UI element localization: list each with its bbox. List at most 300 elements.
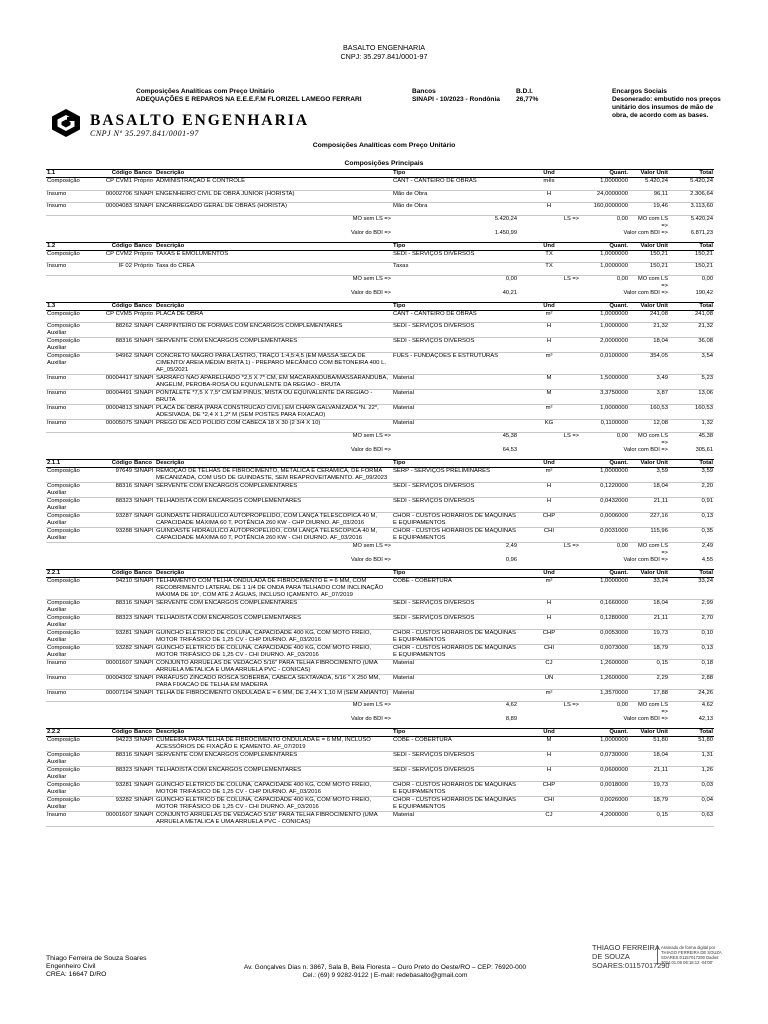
- row-type: Material: [392, 674, 518, 689]
- row-total: 2,99: [669, 599, 714, 614]
- header-encargos-block: [612, 88, 724, 120]
- row-bank: SINAPI: [133, 390, 155, 405]
- spacer: [518, 716, 580, 726]
- row-total: 13,06: [669, 390, 714, 405]
- row-kind: Insumo: [46, 659, 96, 674]
- encargos-label: Encargos Sociais: [612, 88, 667, 95]
- row-kind: Composição Auxiliar: [46, 338, 96, 353]
- row-type: SEDI - SERVIÇOS DIVERSOS: [392, 614, 518, 629]
- footer-engineer: [46, 955, 147, 979]
- row-description: TELHADISTA COM ENCARGOS COMPLEMENTARES: [155, 767, 392, 782]
- mo-com-ls-label: MO com LS =>: [637, 542, 668, 556]
- row-unit-price: 3,49: [629, 375, 669, 390]
- row-bank: SINAPI: [133, 353, 155, 375]
- row-unit-price: 0,15: [629, 659, 669, 674]
- valor-bdi-value: 0,96: [505, 556, 517, 563]
- mo-com-ls-value: 45,38: [698, 432, 713, 439]
- spacer: [518, 447, 580, 457]
- row-unit: H: [518, 338, 580, 353]
- table-row: [46, 614, 714, 629]
- table-row: [46, 644, 714, 659]
- row-quantity: 1,0000000: [580, 737, 629, 752]
- valor-bdi-value: 40,21: [502, 289, 517, 296]
- spacer: [133, 275, 155, 290]
- table-row: [46, 405, 714, 420]
- company-logo: [50, 108, 370, 138]
- row-description: SERVENTE COM ENCARGOS COMPLEMENTARES: [155, 599, 392, 614]
- spacer: [133, 290, 155, 300]
- row-type: SEDI - SERVIÇOS DIVERSOS: [392, 767, 518, 782]
- row-kind: Composição: [46, 577, 96, 599]
- table-row: [46, 512, 714, 527]
- table-row: [46, 467, 714, 482]
- row-unit: CJ: [518, 812, 580, 827]
- row-total: 2.306,64: [669, 190, 714, 203]
- row-description: GUINCHO ELÉTRICO DE COLUNA, CAPACIDADE 400 KG, COM MOTO FREIO, MOTOR TRIFÁSICO DE 1,25 CV - CHP DIURNO. AF_03/2016: [155, 629, 392, 644]
- mo-com-ls-label: MO com LS =>: [637, 275, 668, 289]
- row-total: 36,08: [669, 338, 714, 353]
- item-number: 1.1: [46, 170, 96, 178]
- spacer: [133, 702, 155, 717]
- row-kind: Composição Auxiliar: [46, 497, 96, 512]
- row-kind: Composição Auxiliar: [46, 629, 96, 644]
- ls-label: LS =>: [563, 542, 579, 549]
- row-bank: SINAPI: [133, 614, 155, 629]
- valor-bdi-value: 64,53: [502, 446, 517, 453]
- row-type: SEDI - SERVIÇOS DIVERSOS: [392, 338, 518, 353]
- row-unit-price: 0,15: [629, 812, 669, 827]
- row-unit: CJ: [518, 659, 580, 674]
- row-unit-price: 19,46: [629, 203, 669, 216]
- table-row: [46, 250, 714, 263]
- row-kind: Composição: [46, 250, 96, 263]
- row-code: 93281: [96, 782, 133, 797]
- row-unit: H: [518, 323, 580, 338]
- row-code: 93288: [96, 527, 133, 542]
- row-bank: SINAPI: [133, 644, 155, 659]
- row-type: Material: [392, 375, 518, 390]
- row-unit-price: 18,79: [629, 644, 669, 659]
- row-unit: CHP: [518, 512, 580, 527]
- col-codigo: Código: [96, 302, 133, 310]
- spacer: [96, 275, 133, 290]
- row-kind: Composição Auxiliar: [46, 752, 96, 767]
- col-banco: Banco: [133, 242, 155, 250]
- col-valor-unit: Valor Unit: [629, 729, 669, 737]
- composition-table: [46, 728, 714, 827]
- row-quantity: 0,0053000: [580, 629, 629, 644]
- row-unit-price: 21,11: [629, 497, 669, 512]
- col-valor-unit: Valor Unit: [629, 459, 669, 467]
- row-unit: CHP: [518, 782, 580, 797]
- row-unit-price: 21,11: [629, 614, 669, 629]
- col-und: Und: [518, 459, 580, 467]
- table-header-row: [46, 729, 714, 737]
- valor-com-bdi-value: 4,55: [701, 556, 713, 563]
- table-row: [46, 689, 714, 702]
- document-title: Composições Analíticas com Preço Unitário: [312, 142, 456, 149]
- row-type: SEDI - SERVIÇOS DIVERSOS: [392, 599, 518, 614]
- row-type: Mão de Obra: [392, 203, 518, 216]
- labor-summary-row: [46, 215, 714, 230]
- col-quant: Quant.: [580, 459, 629, 467]
- mo-com-ls-value: 2,49: [701, 542, 713, 549]
- table-row: [46, 527, 714, 542]
- valor-bdi-label: Valor do BDI =>: [350, 446, 391, 453]
- row-description: REMOÇÃO DE TELHAS DE FIBROCIMENTO, METÁLICA E CERÂMICA, DE FORMA MECANIZADA, COM USO DE GUINDASTE, SEM REAPROVEITAMENTO. AF_09/2023: [155, 467, 392, 482]
- table-row: [46, 782, 714, 797]
- row-quantity: 1,0000000: [580, 263, 629, 276]
- col-descricao: Descrição: [155, 302, 392, 310]
- row-unit-price: 18,04: [629, 752, 669, 767]
- col-total: Total: [669, 170, 714, 178]
- row-bank: SINAPI: [133, 674, 155, 689]
- col-quant: Quant.: [580, 242, 629, 250]
- spacer: [518, 230, 580, 240]
- row-total: 160,53: [669, 405, 714, 420]
- row-description: PLACA DE OBRA (PARA CONSTRUCAO CIVIL) EM CHAPA GALVANIZADA *N. 22*, ADESIVADA, DE *2,4 X 1,2* M (SEM POSTES PARA FIXACAO): [155, 405, 392, 420]
- row-total: 0,10: [669, 629, 714, 644]
- spacer: [46, 290, 96, 300]
- mo-sem-ls-value: 4,62: [505, 702, 517, 708]
- mo-sem-ls-value: 5.420,24: [494, 215, 517, 222]
- row-quantity: 0,1220000: [580, 482, 629, 497]
- row-kind: Insumo: [46, 674, 96, 689]
- row-unit: CHI: [518, 644, 580, 659]
- row-unit: M: [518, 390, 580, 405]
- spacer: [133, 557, 155, 567]
- row-code: 00001607: [96, 659, 133, 674]
- row-bank: SINAPI: [133, 689, 155, 702]
- spacer: [46, 275, 96, 290]
- row-bank: SINAPI: [133, 577, 155, 599]
- row-unit-price: 115,96: [629, 527, 669, 542]
- engineer-role: Engenheiro Civil: [46, 963, 96, 970]
- table-row: [46, 338, 714, 353]
- spacer: [96, 716, 133, 726]
- row-type: SEDI - SERVIÇOS DIVERSOS: [392, 250, 518, 263]
- row-code: 88316: [96, 338, 133, 353]
- row-bank: SINAPI: [133, 659, 155, 674]
- row-total: 0,18: [669, 659, 714, 674]
- row-type: SERP - SERVIÇOS PRELIMINARES: [392, 467, 518, 482]
- row-description: SARRAFO NAO APARELHADO *2,5 X 7* CM, EM MACARANDUBA/MASSARANDUBA, ANGELIM, PEROBA-ROSA OU EQUIVALENTE DA REGIAO - BRUTA: [155, 375, 392, 390]
- spacer: [46, 557, 96, 567]
- row-description: GUINCHO ELÉTRICO DE COLUNA, CAPACIDADE 400 KG, COM MOTO FREIO, MOTOR TRIFÁSICO DE 1,25 CV - CHI DIURNO. AF_03/2016: [155, 644, 392, 659]
- row-quantity: 0,0031000: [580, 527, 629, 542]
- composition-table: [46, 302, 714, 457]
- table-row: [46, 629, 714, 644]
- table-row: [46, 353, 714, 375]
- header-bdi-block: [516, 88, 606, 104]
- row-type: Material: [392, 689, 518, 702]
- row-description: CONJUNTO ARRUELAS DE VEDACAO 5/16" PARA TELHA FIBROCIMENTO (UMA ARRUELA METALICA E UMA ARRUELA PVC - CONICAS): [155, 812, 392, 827]
- row-bank: SINAPI: [133, 497, 155, 512]
- row-type: SEDI - SERVIÇOS DIVERSOS: [392, 482, 518, 497]
- valor-com-bdi-label: Valor com BDI =>: [623, 289, 668, 296]
- col-banco: Banco: [133, 170, 155, 178]
- item-number: 2.1.1: [46, 459, 96, 467]
- row-kind: Composição Auxiliar: [46, 644, 96, 659]
- row-description: SERVENTE COM ENCARGOS COMPLEMENTARES: [155, 752, 392, 767]
- composition-table: [46, 459, 714, 567]
- mo-com-ls-value: 5.420,24: [690, 215, 713, 222]
- header-project: ADEQUAÇÕES E REPAROS NA E.E.E.F.M FLORIZEL LAMEGO FERRARI: [136, 96, 362, 103]
- row-quantity: 3,3750000: [580, 390, 629, 405]
- footer-address: Av. Gonçalves Dias n. 3867, Sala B, Bela Floresta – Ouro Preto do Oeste/RO – CEP: 76920-000: [243, 964, 527, 971]
- row-unit: H: [518, 497, 580, 512]
- row-quantity: 1,2600000: [580, 674, 629, 689]
- col-quant: Quant.: [580, 302, 629, 310]
- row-unit: UN: [518, 674, 580, 689]
- row-code: 00005075: [96, 420, 133, 433]
- row-quantity: 1,0000000: [580, 310, 629, 323]
- row-unit: m²: [518, 689, 580, 702]
- footer-phone-email: Cel.: (69) 9 9282-9122 | E-mail: redebasalto@gmail.com: [302, 972, 468, 979]
- col-banco: Banco: [133, 302, 155, 310]
- table-row: [46, 203, 714, 216]
- bdi-summary-row: [46, 230, 714, 240]
- row-quantity: 2,0000000: [580, 338, 629, 353]
- row-quantity: 0,1100000: [580, 420, 629, 433]
- labor-summary-row: [46, 275, 714, 290]
- col-valor-unit: Valor Unit: [629, 242, 669, 250]
- row-kind: Composição Auxiliar: [46, 512, 96, 527]
- row-unit-price: 2,29: [629, 674, 669, 689]
- bdi-summary-row: [46, 716, 714, 726]
- col-codigo: Código: [96, 170, 133, 178]
- row-type: SEDI - SERVIÇOS DIVERSOS: [392, 752, 518, 767]
- row-unit: H: [518, 482, 580, 497]
- table-header-row: [46, 170, 714, 178]
- logo-name: BASALTO ENGENHARIA: [90, 112, 310, 129]
- row-code: 88316: [96, 752, 133, 767]
- ls-label: LS =>: [563, 432, 579, 439]
- row-code: CP CVM2: [96, 250, 133, 263]
- composition-table: [46, 242, 714, 300]
- item-number: 2.2.1: [46, 569, 96, 577]
- row-unit: TX: [518, 250, 580, 263]
- row-code: 00004813: [96, 405, 133, 420]
- header-banco-block: [412, 88, 512, 104]
- col-tipo: Tipo: [392, 569, 518, 577]
- row-total: 150,21: [669, 250, 714, 263]
- col-banco: Banco: [133, 729, 155, 737]
- row-unit-price: 17,88: [629, 689, 669, 702]
- col-total: Total: [669, 242, 714, 250]
- row-description: TELHADISTA COM ENCARGOS COMPLEMENTARES: [155, 497, 392, 512]
- row-bank: Próprio: [133, 263, 155, 276]
- row-type: Material: [392, 390, 518, 405]
- row-quantity: 0,0432000: [580, 497, 629, 512]
- row-kind: Insumo: [46, 190, 96, 203]
- row-description: SERVENTE COM ENCARGOS COMPLEMENTARES: [155, 338, 392, 353]
- bdi-summary-row: [46, 290, 714, 300]
- table-row: [46, 752, 714, 767]
- digital-signature-info: Assinado de forma digital por THIAGO FERREIRA DE SOUZA SOARES:01157017290 Dados: 2024.01.06 06:18:12 -04'00': [657, 945, 723, 965]
- col-banco: Banco: [133, 459, 155, 467]
- table-row: [46, 812, 714, 827]
- bdi-value: 26,77%: [516, 96, 539, 103]
- row-description: GUINDASTE HIDRÁULICO AUTOPROPELIDO, COM LANÇA TELESCÓPICA 40 M, CAPACIDADE MÁXIMA 60 T, POTÊNCIA 260 KW - CHP DIURNO. AF_03/2016: [155, 512, 392, 527]
- labor-summary-row: [46, 432, 714, 447]
- labor-summary-row: [46, 542, 714, 557]
- table-row: [46, 659, 714, 674]
- table-row: [46, 310, 714, 323]
- col-tipo: Tipo: [392, 302, 518, 310]
- col-und: Und: [518, 729, 580, 737]
- ls-label: LS =>: [563, 275, 579, 282]
- row-code: 88316: [96, 482, 133, 497]
- row-unit-price: 21,11: [629, 767, 669, 782]
- col-codigo: Código: [96, 569, 133, 577]
- row-code: 00004302: [96, 674, 133, 689]
- row-kind: Composição Auxiliar: [46, 614, 96, 629]
- row-total: 1,31: [669, 752, 714, 767]
- mo-sem-ls-label: MO sem LS =>: [352, 432, 391, 439]
- mo-sem-ls-label: MO sem LS =>: [352, 275, 391, 282]
- row-description: TELHA DE FIBROCIMENTO ONDULADA E = 6 MM, DE 2,44 X 1,10 M (SEM AMIANTO): [155, 689, 392, 702]
- col-valor-unit: Valor Unit: [629, 170, 669, 178]
- row-bank: SINAPI: [133, 405, 155, 420]
- row-unit-price: 354,05: [629, 353, 669, 375]
- spacer: [96, 557, 133, 567]
- row-description: ADMINISTRAÇÃO E CONTROLE: [155, 178, 392, 191]
- row-description: TAXAS E EMOLUMENTOS: [155, 250, 392, 263]
- row-unit-price: 96,11: [629, 190, 669, 203]
- row-bank: SINAPI: [133, 599, 155, 614]
- engineer-name: Thiago Ferreira de Souza Soares: [46, 955, 147, 962]
- table-row: [46, 420, 714, 433]
- ls-value: 0,00: [616, 432, 628, 439]
- spacer: [46, 432, 96, 447]
- ls-value: 0,00: [616, 215, 628, 222]
- col-total: Total: [669, 729, 714, 737]
- spacer: [46, 215, 96, 230]
- ls-label: LS =>: [563, 215, 579, 222]
- row-unit: H: [518, 752, 580, 767]
- row-bank: Próprio: [133, 250, 155, 263]
- col-valor-unit: Valor Unit: [629, 302, 669, 310]
- row-total: 5.420,24: [669, 178, 714, 191]
- row-bank: SINAPI: [133, 752, 155, 767]
- row-kind: Composição: [46, 467, 96, 482]
- company-name: BASALTO ENGENHARIA: [342, 43, 425, 52]
- composition-table: [46, 169, 714, 240]
- row-bank: SINAPI: [133, 323, 155, 338]
- row-bank: SINAPI: [133, 512, 155, 527]
- row-quantity: 0,0006000: [580, 512, 629, 527]
- spacer: [518, 290, 580, 300]
- row-unit: m²: [518, 405, 580, 420]
- col-codigo: Código: [96, 459, 133, 467]
- table-row: [46, 482, 714, 497]
- row-quantity: 1,5000000: [580, 375, 629, 390]
- row-type: Taxas: [392, 263, 518, 276]
- row-quantity: 1,0000000: [580, 178, 629, 191]
- row-total: 1,26: [669, 767, 714, 782]
- row-bank: SINAPI: [133, 629, 155, 644]
- row-total: 5,23: [669, 375, 714, 390]
- col-tipo: Tipo: [392, 242, 518, 250]
- item-number: 1.3: [46, 302, 96, 310]
- row-quantity: 0,1280000: [580, 614, 629, 629]
- row-kind: Composição Auxiliar: [46, 797, 96, 812]
- row-code: 93282: [96, 644, 133, 659]
- row-description: TELHADISTA COM ENCARGOS COMPLEMENTARES: [155, 614, 392, 629]
- valor-bdi-value: 1.450,99: [494, 229, 517, 236]
- table-row: [46, 497, 714, 512]
- row-total: 0,91: [669, 497, 714, 512]
- row-code: CP CVM1: [96, 178, 133, 191]
- row-description: ENGENHEIRO CIVIL DE OBRA JUNIOR (HORISTA): [155, 190, 392, 203]
- row-kind: Composição Auxiliar: [46, 782, 96, 797]
- row-bank: SINAPI: [133, 737, 155, 752]
- col-descricao: Descrição: [155, 242, 392, 250]
- table-row: [46, 737, 714, 752]
- col-und: Und: [518, 242, 580, 250]
- spacer: [46, 447, 96, 457]
- row-unit-price: 21,32: [629, 323, 669, 338]
- col-banco: Banco: [133, 569, 155, 577]
- section-title: Composições Principais: [344, 160, 424, 167]
- row-bank: SINAPI: [133, 812, 155, 827]
- row-type: Material: [392, 405, 518, 420]
- row-kind: Insumo: [46, 390, 96, 405]
- mo-sem-ls-label: MO sem LS =>: [352, 215, 391, 222]
- row-quantity: 0,0018000: [580, 782, 629, 797]
- row-description: GUINCHO ELÉTRICO DE COLUNA, CAPACIDADE 400 KG, COM MOTO FREIO, MOTOR TRIFÁSICO DE 1,25 CV - CHP DIURNO. AF_03/2016: [155, 782, 392, 797]
- row-bank: SINAPI: [133, 797, 155, 812]
- row-unit-price: 51,80: [629, 737, 669, 752]
- row-quantity: 0,0730000: [580, 752, 629, 767]
- table-row: [46, 375, 714, 390]
- row-type: CHOR - CUSTOS HORÁRIOS DE MÁQUINAS E EQUIPAMENTOS: [392, 527, 518, 542]
- row-bank: SINAPI: [133, 527, 155, 542]
- spacer: [133, 542, 155, 557]
- col-total: Total: [669, 302, 714, 310]
- row-total: 3.113,60: [669, 203, 714, 216]
- bdi-summary-row: [46, 557, 714, 567]
- bdi-summary-row: [46, 447, 714, 457]
- col-descricao: Descrição: [155, 170, 392, 178]
- row-description: CONJUNTO ARRUELAS DE VEDACAO 5/16" PARA TELHA FIBROCIMENTO (UMA ARRUELA METALICA E UMA ARRUELA PVC - CONICAS): [155, 659, 392, 674]
- table-row: [46, 674, 714, 689]
- row-unit-price: 18,04: [629, 599, 669, 614]
- table-row: [46, 767, 714, 782]
- row-type: SEDI - SERVIÇOS DIVERSOS: [392, 323, 518, 338]
- row-unit-price: 160,53: [629, 405, 669, 420]
- item-number: 1.2: [46, 242, 96, 250]
- row-bank: SINAPI: [133, 767, 155, 782]
- row-code: 93282: [96, 797, 133, 812]
- row-bank: Próprio: [133, 178, 155, 191]
- row-kind: Composição: [46, 737, 96, 752]
- col-und: Und: [518, 569, 580, 577]
- row-code: 97649: [96, 467, 133, 482]
- row-unit-price: 241,08: [629, 310, 669, 323]
- composition-table: [46, 569, 714, 727]
- row-total: 150,21: [669, 263, 714, 276]
- row-bank: SINAPI: [133, 190, 155, 203]
- row-code: IF 02: [96, 263, 133, 276]
- row-kind: Insumo: [46, 812, 96, 827]
- row-quantity: 24,0000000: [580, 190, 629, 203]
- row-quantity: 160,0000000: [580, 203, 629, 216]
- row-unit: H: [518, 190, 580, 203]
- row-type: FUES - FUNDAÇÕES E ESTRUTURAS: [392, 353, 518, 375]
- col-total: Total: [669, 459, 714, 467]
